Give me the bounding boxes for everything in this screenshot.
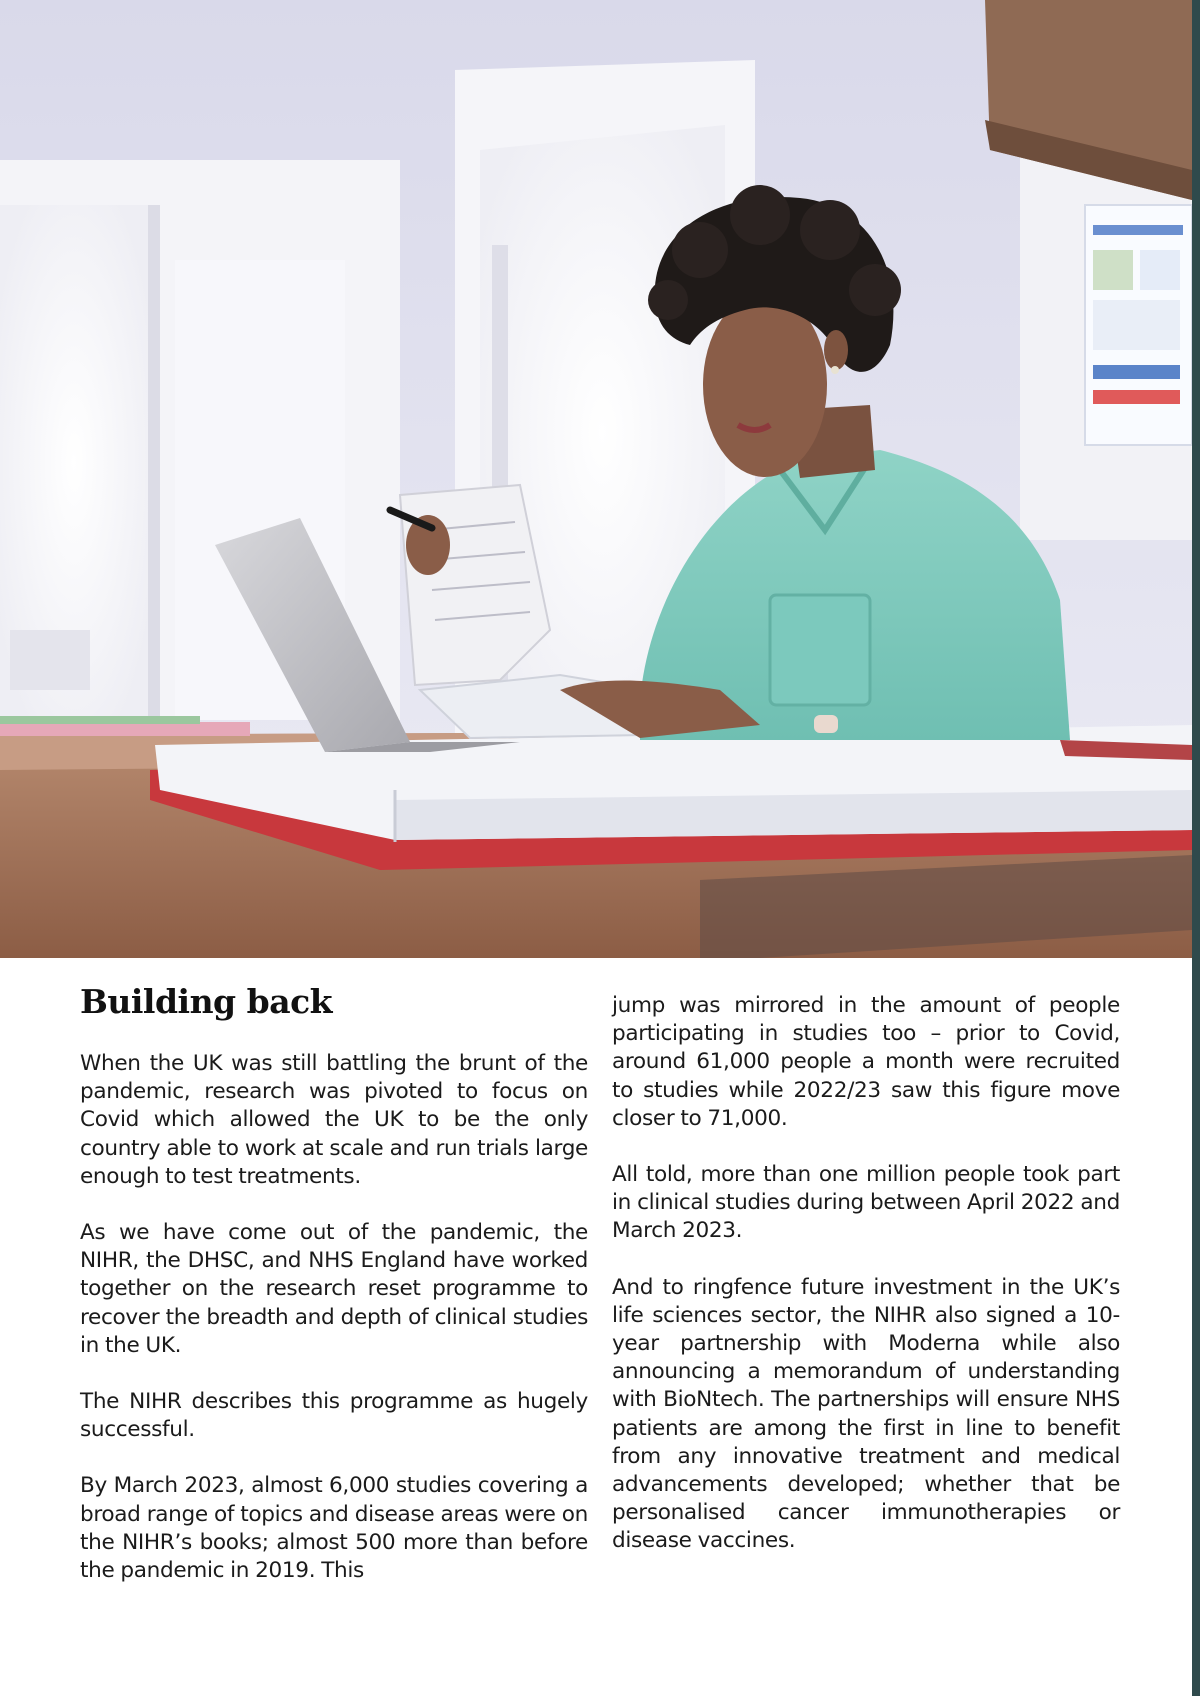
article-paragraph: And to ringfence future investment in the UK’s life sciences sector, the NIHR also signed a 10-year partnership with Moderna while also announcing a memorandum of understanding with BioNtech. The partnerships will ensure NHS patients are among the first in line to benefit from any innovative treatment and medical advancements developed; whether that be personalised cancer immunotherapies or disease vaccines. <box>612 1274 1120 1554</box>
article-heading: Building back <box>80 982 333 1021</box>
article-paragraph: The NIHR describes this programme as hugely successful. <box>80 1389 588 1443</box>
article-paragraph: As we have come out of the pandemic, the NIHR, the DHSC, and NHS England have worked together on the research reset programme to recover the breadth and depth of clinical studies in the UK. <box>80 1220 588 1358</box>
article-column-left <box>80 982 588 1613</box>
page-edge-strip <box>1192 0 1200 1696</box>
article-paragraph: All told, more than one million people took part in clinical studies during between April 2022 and March 2023. <box>612 1162 1120 1244</box>
article-paragraph: jump was mirrored in the amount of people participating in studies too – prior to Covid, around 61,000 people a month were recruited to studies while 2022/23 saw this figure move closer to 71,000. <box>612 993 1120 1131</box>
article <box>80 982 1120 1602</box>
article-paragraph: By March 2023, almost 6,000 studies covering a broad range of topics and disease areas were on the NIHR’s books; almost 500 more than before the pandemic in 2019. This <box>80 1473 588 1584</box>
article-paragraph: When the UK was still battling the brunt of the pandemic, research was pivoted to focus on Covid which allowed the UK to be the only country able to work at scale and run trials large enough to test treatments. <box>80 1051 588 1189</box>
article-column-right <box>612 992 1120 1584</box>
